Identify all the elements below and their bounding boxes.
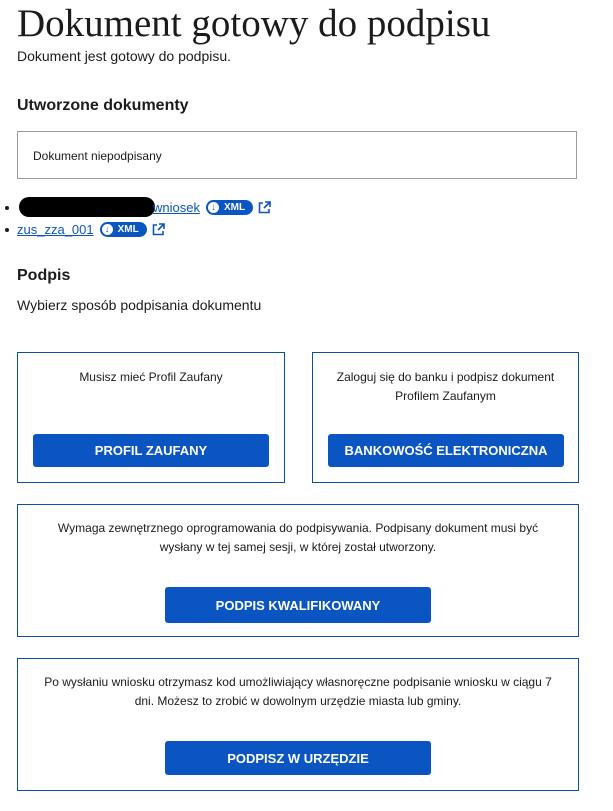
option-description: Wymaga zewnętrznego oprogramowania do podpisywania. Podpisany dokument musi być wysłany w tej samej sesji, w której został utworzony.	[57, 521, 539, 554]
document-status-box	[17, 131, 577, 179]
document-item-wniosek	[0, 196, 271, 218]
signature-heading: Podpis	[17, 267, 71, 284]
redacted-block	[19, 197, 155, 217]
page-title: Dokument gotowy do podpisu	[17, 2, 491, 45]
xml-badge-label: XML	[117, 223, 139, 235]
option-card-podpisz-w-urzedzie	[17, 658, 579, 791]
xml-download-badge[interactable]	[206, 200, 253, 215]
bankowosc-elektroniczna-button[interactable]: BANKOWOŚĆ ELEKTRONICZNA	[328, 434, 564, 467]
document-link-wniosek[interactable]: wniosek	[153, 199, 200, 215]
external-link-icon[interactable]	[258, 201, 271, 214]
podpis-kwalifikowany-button[interactable]: PODPIS KWALIFIKOWANY	[165, 587, 431, 623]
option-description: Musisz mieć Profil Zaufany	[79, 370, 223, 384]
bullet	[5, 206, 9, 210]
download-icon: ↓	[208, 202, 219, 213]
document-list	[0, 196, 271, 240]
option-card-profil-zaufany	[17, 352, 285, 483]
signature-instruction: Wybierz sposób podpisania dokumentu	[17, 297, 262, 313]
bullet	[5, 228, 9, 232]
page-subtitle: Dokument jest gotowy do podpisu.	[17, 48, 232, 64]
document-item-zus-zza-001	[0, 218, 271, 240]
profil-zaufany-button[interactable]: PROFIL ZAUFANY	[33, 434, 269, 467]
option-card-podpis-kwalifikowany	[17, 504, 579, 637]
xml-badge-label: XML	[223, 201, 246, 213]
xml-download-badge[interactable]	[100, 222, 147, 237]
option-description: Zaloguj się do banku i podpisz dokument Profilem Zaufanym	[336, 370, 555, 403]
option-description: Po wysłaniu wniosku otrzymasz kod umożliwiający własnoręczne podpisanie wniosku w ciągu 7 dni. Możesz to zrobić w dowolnym urzędzie miasta lub gminy.	[44, 675, 552, 708]
document-status-text: Dokument niepodpisany	[33, 149, 162, 163]
option-card-bankowosc	[312, 352, 579, 483]
download-icon: ↓	[102, 224, 113, 235]
document-link-zus-zza-001[interactable]: zus_zza_001	[17, 221, 94, 237]
documents-heading: Utworzone dokumenty	[17, 97, 189, 114]
external-link-icon[interactable]	[152, 223, 165, 236]
podpisz-w-urzedzie-button[interactable]: PODPISZ W URZĘDZIE	[165, 741, 431, 775]
